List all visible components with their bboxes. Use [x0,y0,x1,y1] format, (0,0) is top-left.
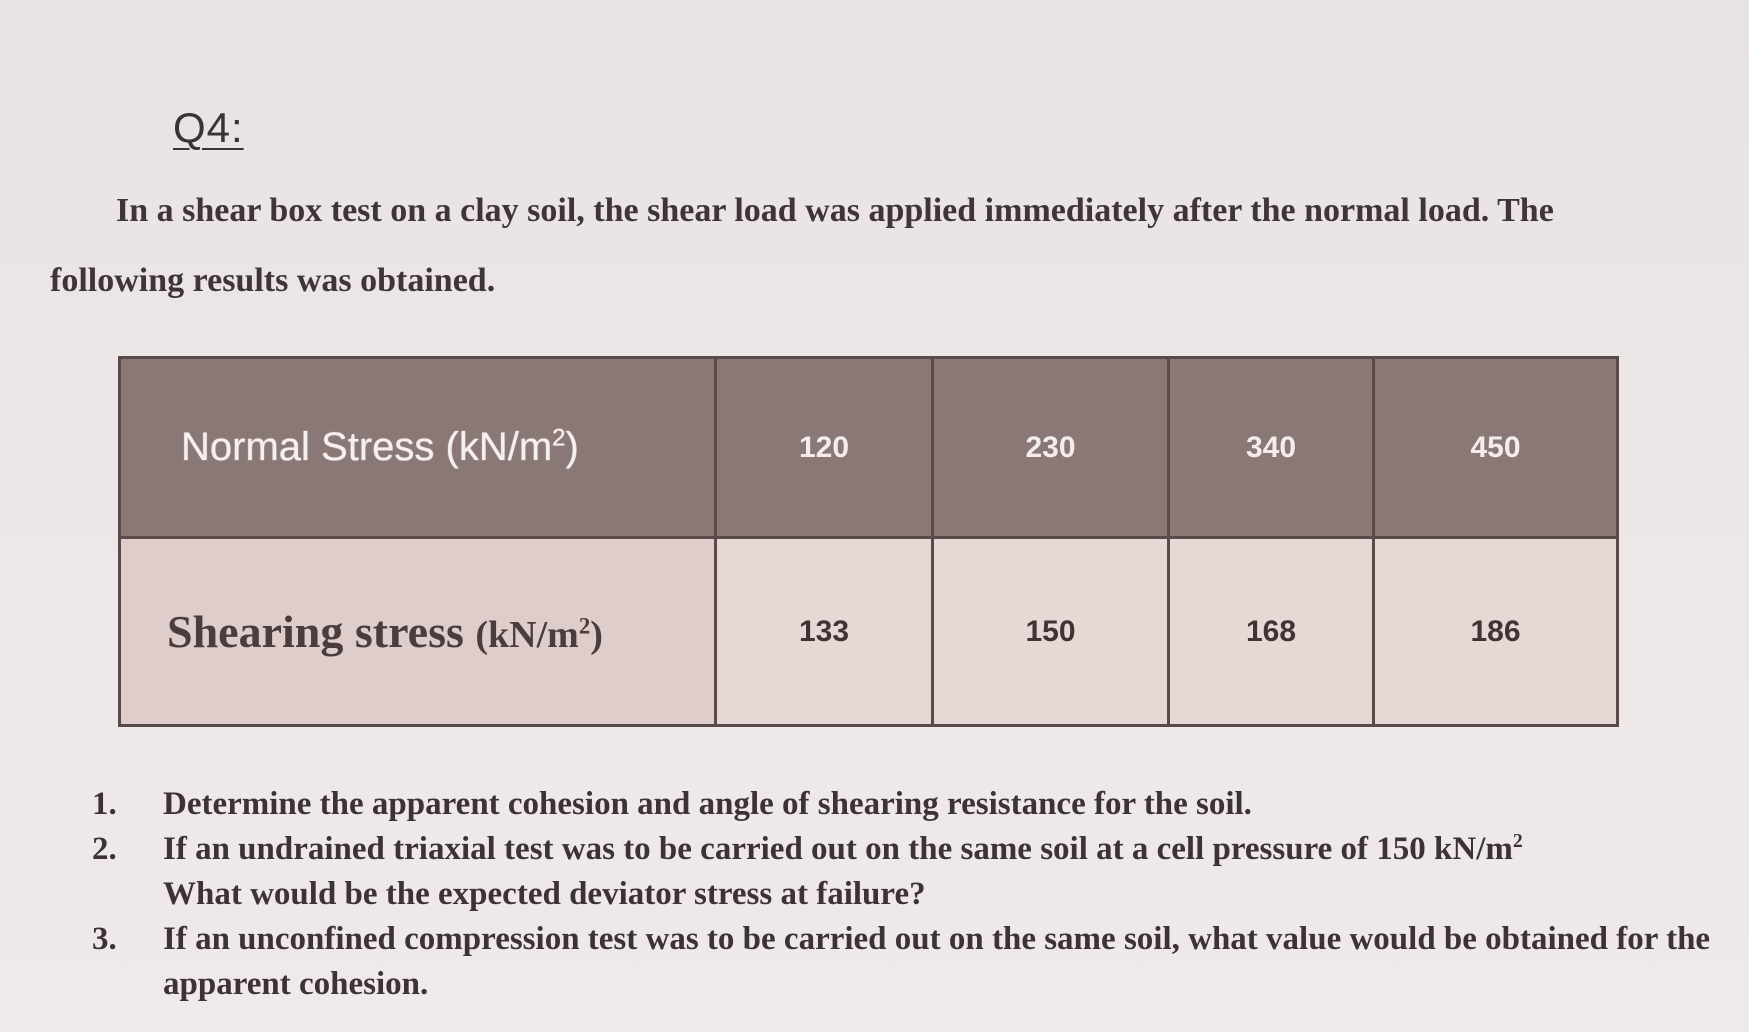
question-heading: Q4: [173,104,244,151]
question-text: If an undrained triaxial test was to be carried out on the same soil at a cell pressure of 150 $kN/m^2$ What would be the expected deviator stress at failure? [163,830,1523,912]
question-number: 2. [92,831,117,867]
normal-stress-row [120,358,1618,538]
normal-stress-value: 450 [1374,358,1618,538]
intro-text-line-2: following results was obtained. [50,262,496,299]
shearing-stress-value: 186 [1374,538,1618,726]
question-item [92,827,1732,917]
question-number: 3. [92,921,117,957]
question-list [92,782,1732,1007]
normal-stress-value: 340 [1169,358,1374,538]
question-number: 1. [92,786,117,822]
question-item [92,917,1732,1007]
question-item [92,782,1732,827]
shearing-stress-value: 150 [933,538,1169,726]
intro-text-line-1: In a shear box test on a clay soil, the shear load was applied immediately after the normal load. The [116,192,1554,229]
normal-stress-value: 120 [716,358,933,538]
shearing-stress-value: 168 [1169,538,1374,726]
results-table [118,356,1619,727]
shearing-stress-row [120,538,1618,726]
shearing-stress-label: Shearing stress $(kN/m^2)$ [120,538,716,726]
question-text: Determine the apparent cohesion and angle of shearing resistance for the soil. [163,786,1252,822]
normal-stress-label: Normal Stress $(kN/m^2)$ [120,358,716,538]
question-text: If an unconfined compression test was to be carried out on the same soil, what value would be obtained for the apparent cohesion. [163,921,1711,1002]
normal-stress-value: 230 [933,358,1169,538]
shearing-stress-value: 133 [716,538,933,726]
